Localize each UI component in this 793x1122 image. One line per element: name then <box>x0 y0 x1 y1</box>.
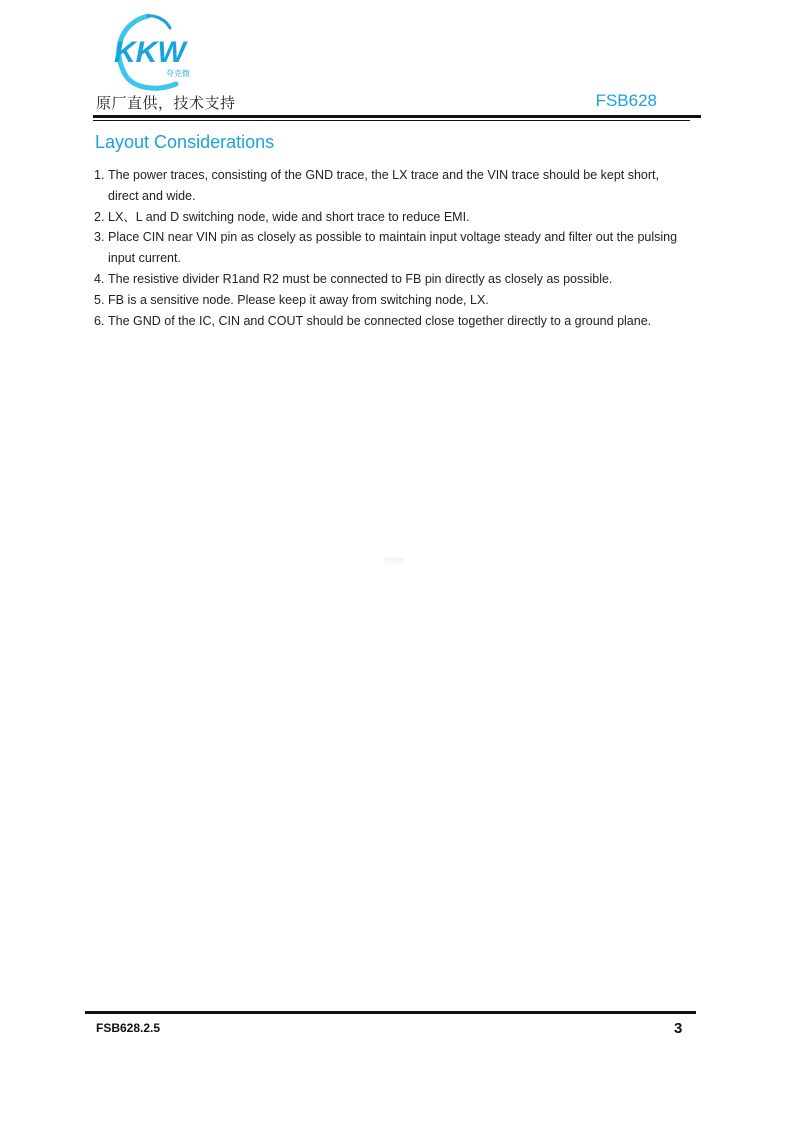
header-part-number: FSB628 <box>595 91 657 110</box>
list-item <box>94 290 684 311</box>
kkw-logo <box>104 12 214 92</box>
logo-mark-text: KKW <box>114 36 186 69</box>
list-item-text: FB is a sensitive node. Please keep it away from switching node, LX. <box>108 292 489 307</box>
logo-sub-text: 夸克微 <box>166 69 190 78</box>
footer-divider <box>85 1011 696 1014</box>
footer-doc-id: FSB628.2.5 <box>96 1021 161 1035</box>
list-item-text: The resistive divider R1and R2 must be connected to FB pin directly as closely as possible. <box>108 271 613 286</box>
header-tagline: 原厂直供，技术支持 <box>96 94 236 112</box>
list-item-number: 2. <box>94 209 105 224</box>
list-item-number: 6. <box>94 313 105 328</box>
list-item-number: 1. <box>94 168 105 182</box>
layout-considerations-list <box>94 165 684 331</box>
page-number: 3 <box>674 1020 683 1037</box>
list-item-number: 3. <box>94 230 105 245</box>
list-item-text: LX、L and D switching node, wide and short trace to reduce EMI. <box>108 209 470 224</box>
header-divider <box>93 115 701 118</box>
watermark: 夸克微 <box>383 558 404 565</box>
header-divider-thin <box>93 120 690 121</box>
list-item <box>94 227 684 269</box>
list-item <box>94 207 684 228</box>
list-item <box>94 269 684 290</box>
list-item-text: The power traces, consisting of the GND trace, the LX trace and the VIN trace should be kept short, direct and wide. <box>108 168 659 203</box>
list-item-number: 4. <box>94 271 105 286</box>
section-title: Layout Considerations <box>95 132 275 152</box>
list-item-text: Place CIN near VIN pin as closely as possible to maintain input voltage steady and filter out the pulsing input current. <box>108 230 678 266</box>
list-item <box>94 311 684 332</box>
list-item <box>94 165 684 207</box>
list-item-number: 5. <box>94 292 105 307</box>
list-item-text: The GND of the IC, CIN and COUT should be connected close together directly to a ground plane. <box>108 313 652 328</box>
